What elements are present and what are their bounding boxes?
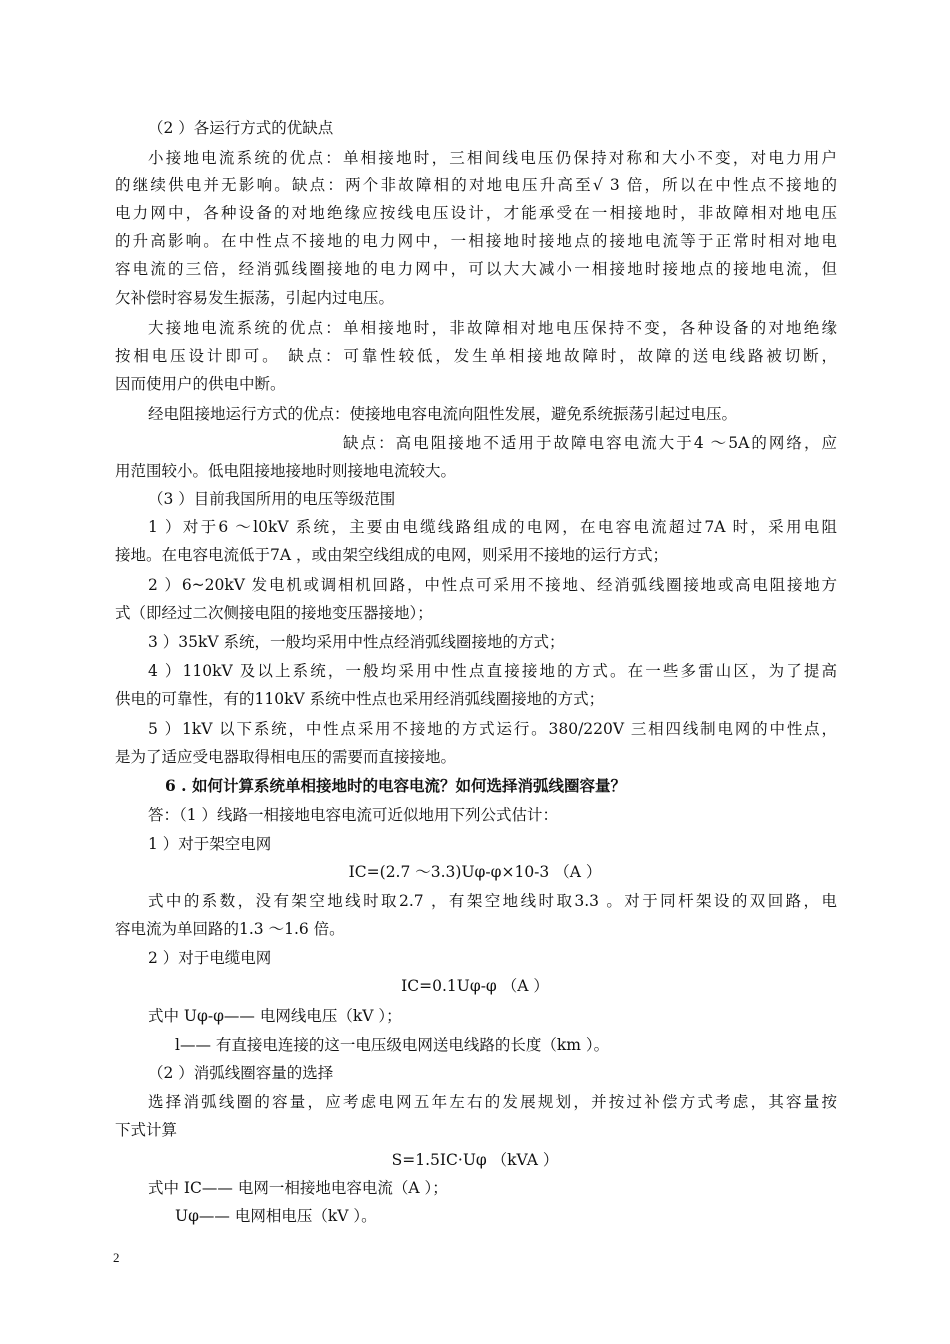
question-heading: 6 . 如何计算系统单相接地时的电容电流？如何选择消弧线圈容量？ (165, 776, 626, 795)
paragraph-line: 选择消弧线圈的容量，应考虑电网五年左右的发展规划，并按过补偿方式考虑，其容量按 (148, 1093, 837, 1111)
paragraph-line: 因而使用户的供电中断。 (115, 375, 286, 393)
answer-intro: 答：（1 ）线路一相接地电容电流可近似地用下列公式估计： (148, 806, 559, 824)
subheading-advantages: （2 ）各运行方式的优缺点 (148, 119, 334, 137)
paragraph-line: 按相电压设计即可。 缺点：可靠性较低，发生单相接地故障时，故障的送电线路被切断， (115, 347, 837, 365)
paragraph-line: 用范围较小。低电阻接地接地时则接地电流较大。 (115, 462, 457, 480)
paragraph-line: 缺点：高电阻接地不适用于故障电容电流大于4 ～5A的网络，应 (343, 434, 837, 452)
subheading-voltage-levels: （3 ）目前我国所用的电压等级范围 (148, 490, 396, 508)
paragraph-line: 经电阻接地运行方式的优点：使接地电容电流向阻性发展，避免系统振荡引起过电压。 (148, 405, 738, 423)
list-item: 供电的可靠性，有的110kV 系统中性点也采用经消弧线圈接地的方式； (115, 690, 605, 708)
paragraph-line: 电力网中，各种设备的对地绝缘应按线电压设计，才能承受在一相接地时，非故障相对地电压 (115, 204, 837, 222)
formula-cable: IC=0.1Uφ-φ （A ） (401, 977, 549, 995)
formula-legend: l—— 有直接电连接的这一电压级电网送电线路的长度（km ）。 (175, 1036, 610, 1054)
list-item: 接地。在电容电流低于7A ，或由架空线组成的电网，则采用不接地的运行方式； (115, 546, 668, 564)
list-item: 是为了适应受电器取得相电压的需要而直接接地。 (115, 748, 457, 766)
formula-overhead: IC=(2.7 ～3.3)Uφ-φ×10-3 （A ） (348, 863, 602, 881)
formula-legend: Uφ—— 电网相电压（kV ）。 (175, 1207, 377, 1225)
paragraph-line: 大接地电流系统的优点：单相接地时，非故障相对地电压保持不变，各种设备的对地绝缘 (148, 319, 837, 337)
list-item: 5 ）1kV 以下系统，中性点采用不接地的方式运行。380/220V 三相四线制电网的中性点， (148, 720, 837, 738)
page-number: 2 (113, 1250, 120, 1265)
paragraph-line: 的继续供电并无影响。缺点：两个非故障相的对地电压升高至√ 3 倍，所以在中性点不接地的 (115, 176, 837, 194)
paragraph-line: 小接地电流系统的优点：单相接地时，三相间线电压仍保持对称和大小不变，对电力用户 (148, 149, 837, 167)
formula-legend: 式中 IC—— 电网一相接地电容电流（A ）； (148, 1179, 448, 1197)
list-item: 3 ）35kV 系统，一般均采用中性点经消弧线圈接地的方式； (148, 633, 565, 651)
subheading-coil-capacity: （2 ）消弧线圈容量的选择 (148, 1064, 334, 1082)
list-item: 1 ）对于6 ～l0kV 系统，主要由电缆线路组成的电网，在电容电流超过7A 时，采用电阻 (148, 518, 837, 536)
paragraph-line: 欠补偿时容易发生振荡，引起内过电压。 (115, 289, 395, 307)
list-item: 1 ）对于架空电网 (148, 835, 272, 853)
list-item: 2 ）对于电缆电网 (148, 949, 272, 967)
list-item: 4 ）110kV 及以上系统，一般均采用中性点直接接地的方式。在一些多雷山区，为了提高 (148, 662, 837, 680)
formula-legend: 式中 Uφ-φ—— 电网线电压（kV ）； (148, 1007, 402, 1025)
paragraph-line: 式中的系数，没有架空地线时取2.7 ，有架空地线时取3.3 。对于同杆架设的双回路，电 (148, 892, 837, 910)
formula-capacity: S=1.5IC·Uφ （kVA ） (391, 1151, 559, 1169)
list-item: 2 ）6~20kV 发电机或调相机回路，中性点可采用不接地、经消弧线圈接地或高电阻接地方 (148, 576, 837, 594)
paragraph-line: 容电流为单回路的1.3 ～1.6 倍。 (115, 920, 345, 938)
paragraph-line: 容电流的三倍，经消弧线圈接地的电力网中，可以大大减小一相接地时接地点的接地电流，但 (115, 260, 837, 278)
list-item: 式（即经过二次侧接电阻的接地变压器接地）； (115, 604, 433, 622)
paragraph-line: 下式计算 (115, 1121, 178, 1139)
paragraph-line: 的升高影响。在中性点不接地的电力网中，一相接地时接地点的接地电流等于正常时相对地电 (115, 232, 837, 250)
